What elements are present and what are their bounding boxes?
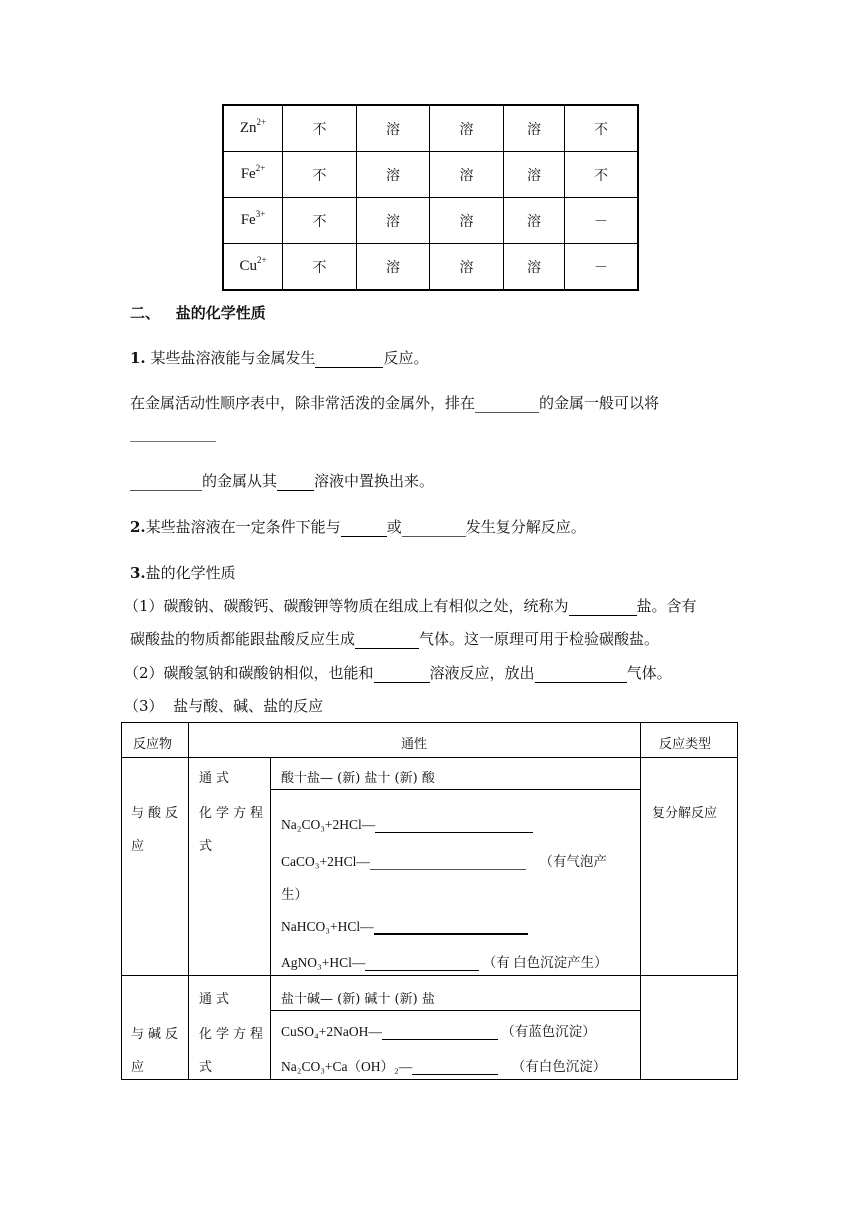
table-cell: 溶 bbox=[357, 152, 430, 198]
fill-blank[interactable] bbox=[569, 599, 637, 616]
equation-label: 化学方程 bbox=[199, 1027, 268, 1042]
table-cell: 溶 bbox=[504, 244, 565, 291]
paragraph-5: 3.盐的化学性质 bbox=[130, 564, 236, 582]
acid-equation-2-note: 生） bbox=[281, 887, 308, 902]
equation-label-2: 式 bbox=[199, 1060, 213, 1075]
table-cell: － bbox=[565, 244, 639, 291]
ion-cell: $Fe^{3+}$ bbox=[223, 198, 283, 244]
paragraph-8: （2）碳酸氢钠和碳酸钠相似，也能和 溶液反应，放出 气体。 bbox=[124, 664, 672, 682]
fill-blank[interactable] bbox=[130, 441, 216, 442]
header-type: 反应类型 bbox=[659, 737, 712, 752]
fill-blank[interactable] bbox=[315, 351, 383, 368]
table-cell: 溶 bbox=[357, 198, 430, 244]
header-reactant: 反应物 bbox=[133, 737, 173, 752]
table-cell: 不 bbox=[283, 152, 357, 198]
fill-blank[interactable] bbox=[341, 520, 387, 537]
acid-equation-3: NaHCO₃+HCl— bbox=[281, 917, 528, 935]
acid-label: 与酸反 bbox=[131, 806, 183, 821]
fill-blank[interactable] bbox=[375, 816, 533, 833]
table-cell: 不 bbox=[283, 244, 357, 291]
solubility-table bbox=[222, 104, 639, 291]
table-cell: 不 bbox=[283, 105, 357, 152]
fill-blank[interactable] bbox=[365, 954, 479, 971]
fill-blank[interactable] bbox=[277, 474, 314, 491]
acid-label-2: 应 bbox=[131, 839, 145, 854]
base-label: 与碱反 bbox=[131, 1027, 183, 1042]
table-cell: 不 bbox=[565, 152, 639, 198]
ion-cell: $Cu^{2+}$ bbox=[223, 244, 283, 291]
table-cell: 溶 bbox=[430, 198, 504, 244]
fill-blank[interactable] bbox=[382, 1023, 498, 1040]
ion-cell: $Zn^{2+}$ bbox=[223, 105, 283, 152]
fill-blank[interactable] bbox=[374, 917, 528, 935]
paragraph-2: 在金属活动性顺序表中，除非常活泼的金属外，排在 的金属一般可以将 bbox=[130, 394, 660, 412]
table-cell: 溶 bbox=[357, 105, 430, 152]
fill-blank[interactable] bbox=[355, 632, 419, 649]
base-general-formula: 盐十碱— (新) 碱十 (新) 盐 bbox=[281, 992, 435, 1007]
paragraph-4: 2.某些盐溶液在一定条件下能与 或 发生复分解反应。 bbox=[130, 518, 586, 536]
header-common: 通性 bbox=[401, 737, 428, 752]
equation-label: 化学方程 bbox=[199, 806, 268, 821]
heading-text: 盐的化学性质 bbox=[175, 304, 266, 322]
fill-blank[interactable] bbox=[402, 520, 466, 537]
table-cell: 溶 bbox=[430, 105, 504, 152]
table-cell: 溶 bbox=[504, 152, 565, 198]
base-equation-1: CuSO₄+2NaOH— （有蓝色沉淀） bbox=[281, 1024, 596, 1039]
paragraph-6: （1）碳酸钠、碳酸钙、碳酸钾等物质在组成上有相似之处，统称为 盐。含有 bbox=[124, 597, 697, 615]
table-cell: 不 bbox=[565, 105, 639, 152]
table-row bbox=[223, 152, 638, 198]
acid-equation-1: Na₂CO₃+2HCl— bbox=[281, 816, 533, 833]
paragraph-7: 碳酸盐的物质都能跟盐酸反应生成 气体。这一原理可用于检验碳酸盐。 bbox=[130, 630, 660, 648]
table-cell: 不 bbox=[283, 198, 357, 244]
base-equation-2: Na₂CO₃+Ca（OH）₂— （有白色沉淀） bbox=[281, 1059, 607, 1074]
general-label: 通式 bbox=[199, 771, 234, 786]
fill-blank[interactable] bbox=[412, 1058, 498, 1075]
heading-number: 二、 bbox=[130, 304, 161, 322]
table-cell: 溶 bbox=[504, 198, 565, 244]
paragraph-3: 的金属从其 溶液中置换出来。 bbox=[130, 470, 434, 491]
fill-blank[interactable] bbox=[475, 396, 539, 413]
fill-blank[interactable] bbox=[374, 666, 430, 683]
table-cell: 溶 bbox=[504, 105, 565, 152]
table-row bbox=[223, 244, 638, 291]
table-cell: － bbox=[565, 198, 639, 244]
paragraph-9: （3） 盐与酸、碱、盐的反应 bbox=[124, 697, 324, 715]
acid-general-formula: 酸十盐— (新) 盐十 (新) 酸 bbox=[281, 771, 435, 786]
acid-equation-2: CaCO₃+2HCl— （有气泡产 bbox=[281, 854, 607, 869]
general-label: 通式 bbox=[199, 992, 234, 1007]
section-heading bbox=[130, 302, 266, 323]
fill-blank[interactable] bbox=[370, 853, 526, 870]
reaction-type: 复分解反应 bbox=[652, 806, 718, 821]
table-cell: 溶 bbox=[357, 244, 430, 291]
paragraph-1: 1. 某些盐溶液能与金属发生 反应。 bbox=[130, 349, 429, 367]
table-row bbox=[223, 198, 638, 244]
acid-equation-4: AgNO₃+HCl— （有 白色沉淀产生） bbox=[281, 955, 608, 970]
table-row bbox=[223, 105, 638, 152]
ion-cell: $Fe^{2+}$ bbox=[223, 152, 283, 198]
table-cell: 溶 bbox=[430, 152, 504, 198]
base-label-2: 应 bbox=[131, 1060, 145, 1075]
fill-blank[interactable] bbox=[535, 666, 627, 683]
fill-blank[interactable] bbox=[130, 474, 202, 491]
table-cell: 溶 bbox=[430, 244, 504, 291]
reaction-table bbox=[121, 722, 738, 1080]
equation-label-2: 式 bbox=[199, 839, 213, 854]
